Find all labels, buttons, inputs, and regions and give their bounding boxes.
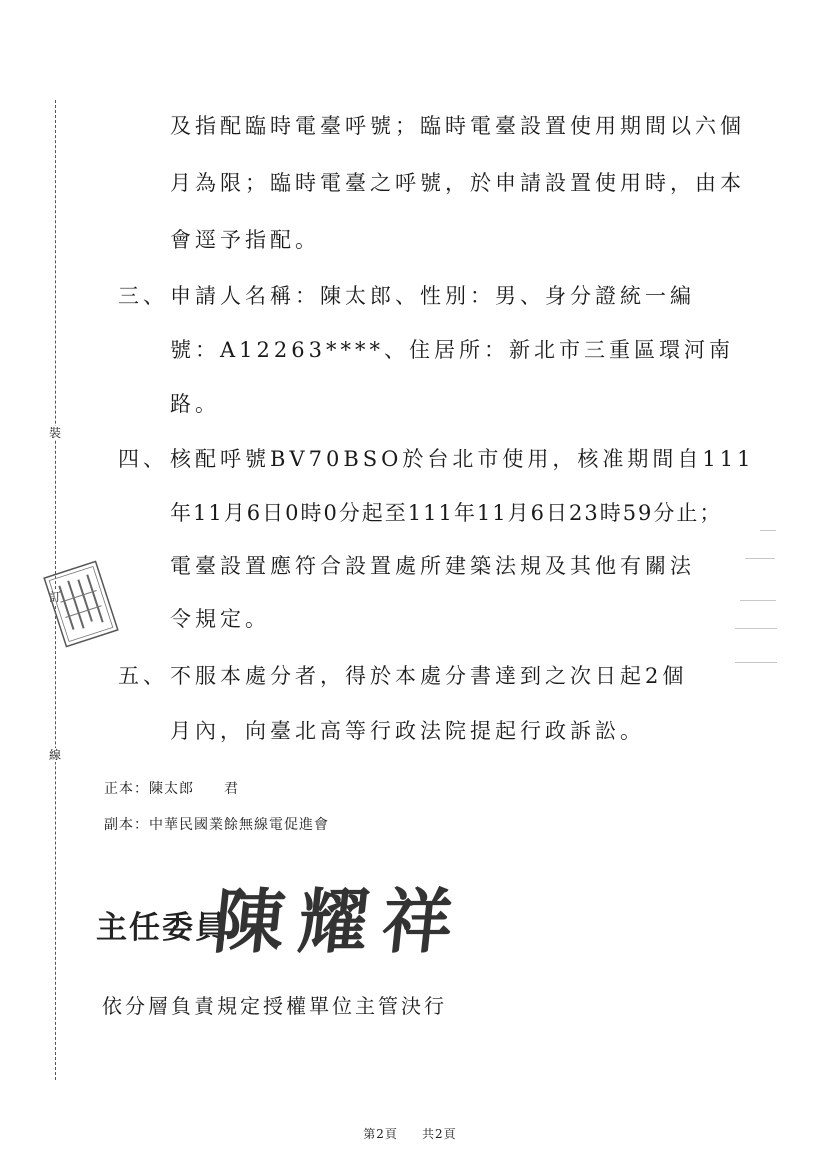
- item-five-number: 五、: [118, 664, 168, 688]
- item-three-number: 三、: [118, 284, 168, 308]
- original-recipient: 正本：陳太郎 君: [104, 781, 239, 797]
- item-two-line-2: 月為限；臨時電臺之呼號，於申請設置使用時，由本: [170, 171, 745, 195]
- item-three-line-1: 申請人名稱：陳太郎、性別：男、身分證統一編: [170, 284, 695, 308]
- official-seal-stamp: [42, 559, 121, 649]
- item-three-line-3: 路。: [170, 392, 220, 416]
- signature-name: 陳耀祥: [210, 880, 471, 963]
- item-two-line-3: 會逕予指配。: [170, 228, 320, 252]
- scan-mark: [735, 628, 777, 629]
- scan-mark: [760, 530, 776, 531]
- scan-mark: [735, 662, 777, 663]
- item-four-line-1: 核配呼號BV70BSO於台北市使用，核准期間自111: [170, 447, 755, 471]
- scan-mark: [740, 600, 776, 601]
- signature-title: 主任委員: [96, 910, 228, 946]
- item-four-line-2: 年11月6日0時0分起至111年11月6日23時59分止；: [170, 501, 723, 525]
- page-total: 共2頁: [422, 1127, 457, 1141]
- item-two-line-1: 及指配臨時電臺呼號；臨時電臺設置使用期間以六個: [170, 114, 745, 138]
- item-five-line-1: 不服本處分者，得於本處分書達到之次日起2個: [170, 664, 688, 688]
- item-four-line-3: 電臺設置應符合設置處所建築法規及其他有關法: [170, 554, 695, 578]
- item-three-line-2: 號：A12263****、住居所：新北市三重區環河南: [170, 338, 734, 362]
- item-four-line-4: 令規定。: [170, 607, 270, 631]
- item-five-line-2: 月內，向臺北高等行政法院提起行政訴訟。: [170, 719, 645, 743]
- page-number: 第2頁: [363, 1127, 398, 1141]
- binding-mark-top: 裝: [46, 426, 64, 440]
- item-four-number: 四、: [118, 447, 168, 471]
- scan-mark: [745, 558, 775, 559]
- copy-recipient: 副本：中華民國業餘無線電促進會: [104, 817, 329, 833]
- delegation-note: 依分層負責規定授權單位主管決行: [102, 994, 447, 1018]
- binding-mark-bottom: 線: [46, 748, 64, 762]
- binding-mark-middle: 訂: [46, 590, 64, 604]
- page-footer: [0, 1125, 820, 1142]
